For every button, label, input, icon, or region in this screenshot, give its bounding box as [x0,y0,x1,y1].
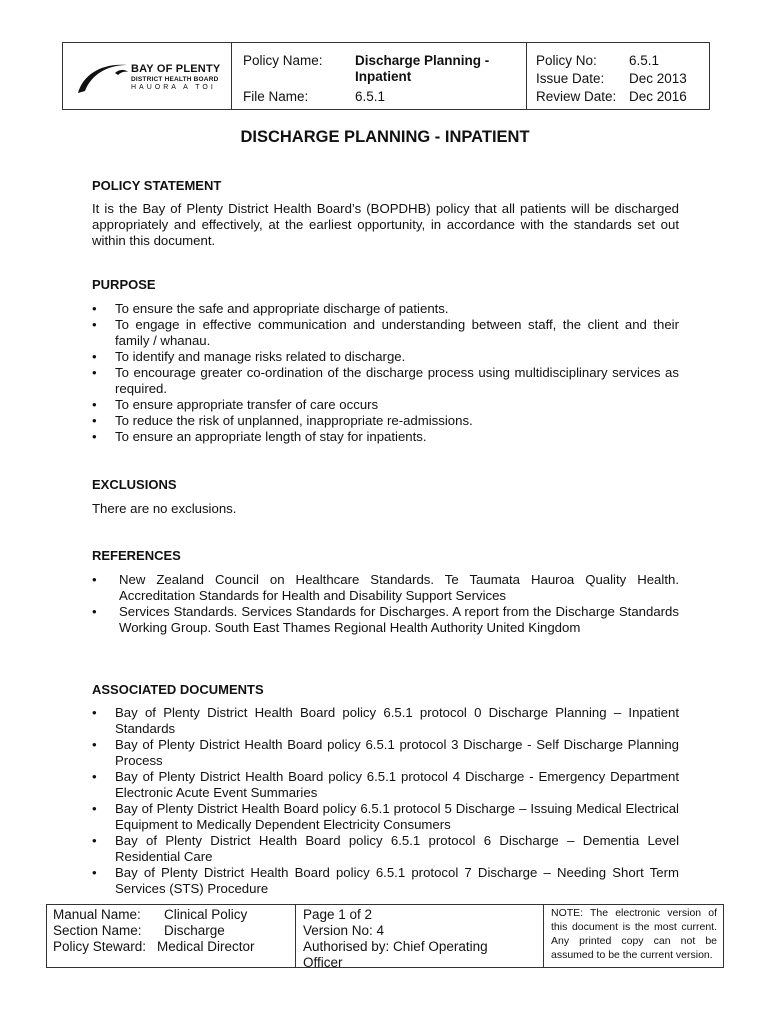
policy-name-value-line2: Inpatient [355,69,412,84]
authorised-by-line1: Authorised by: Chief Operating [303,939,488,954]
issue-date-label: Issue Date: [536,71,605,86]
list-item-text: To identify and manage risks related to discharge. [115,349,406,364]
list-item [92,397,679,413]
logo-line-2: DISTRICT HEALTH BOARD [131,76,219,83]
swoosh-logo-icon [75,57,135,97]
issue-date-value: Dec 2013 [629,71,687,86]
list-item [92,769,679,801]
list-item [92,572,679,604]
section-name-label: Section Name: [53,923,142,938]
file-name-label: File Name: [243,89,309,104]
list-item-text: To ensure an appropriate length of stay for inpatients. [115,429,427,444]
policy-name-value-line1: Discharge Planning - [355,53,490,68]
header-divider [526,43,527,109]
policy-steward-value: Medical Director [157,939,255,954]
list-item-text: Services Standards. Services Standards for Discharges. A report from the Discharge Standards Working Group. South East Thames Regional Health Authority United Kingdom [119,604,679,635]
list-item-text: Bay of Plenty District Health Board policy 6.5.1 protocol 0 Discharge Planning – Inpatient Standards [115,705,679,736]
list-item [92,413,679,429]
bullet-icon: • [92,833,97,848]
list-item-text: To ensure the safe and appropriate discharge of patients. [115,301,449,316]
list-item [92,604,679,636]
list-item-text: To ensure appropriate transfer of care occurs [115,397,379,412]
bullet-icon: • [92,317,97,332]
manual-name-label: Manual Name: [53,907,141,922]
purpose-list [92,301,679,445]
policy-no-label: Policy No: [536,53,597,68]
list-item [92,865,679,897]
list-item-text: Bay of Plenty District Health Board policy 6.5.1 protocol 3 Discharge - Self Discharge Planning Process [115,737,679,768]
policy-no-value: 6.5.1 [629,53,660,68]
list-item [92,365,679,397]
bullet-icon: • [92,413,97,428]
policy-steward-label: Policy Steward: [53,939,147,954]
list-item [92,737,679,769]
associated-documents-list [92,705,679,897]
list-item-text: To encourage greater co-ordination of the discharge process using multidisciplinary services as required. [115,365,679,396]
section-name-value: Discharge [164,923,225,938]
list-item [92,801,679,833]
references-heading: REFERENCES [92,548,181,563]
footer-divider [543,905,544,967]
bullet-icon: • [92,801,97,816]
bullet-icon: • [92,604,97,619]
list-item [92,833,679,865]
bullet-icon: • [92,865,97,880]
bullet-icon: • [92,349,97,364]
review-date-label: Review Date: [536,89,617,104]
list-item-text: Bay of Plenty District Health Board policy 6.5.1 protocol 7 Discharge – Needing Short Term Services (STS) Procedure [115,865,679,896]
policy-statement-text: It is the Bay of Plenty District Health Board’s (BOPDHB) policy that all patients will be discharged appropriately and effectively, at the earliest opportunity, in accordance with the standards set out within this document. [92,201,679,248]
list-item [92,705,679,737]
list-item-text: To engage in effective communication and understanding between staff, the client and their family / whanau. [115,317,679,348]
purpose-heading: PURPOSE [92,277,156,292]
list-item-text: To reduce the risk of unplanned, inappropriate re-admissions. [115,413,473,428]
manual-name-value: Clinical Policy [164,907,248,922]
bullet-icon: • [92,572,97,587]
policy-name-label: Policy Name: [243,53,323,68]
policy-header-table [62,42,710,110]
exclusions-text: There are no exclusions. [92,501,237,516]
file-name-value: 6.5.1 [355,89,386,104]
review-date-value: Dec 2016 [629,89,687,104]
page-number: Page 1 of 2 [303,907,373,922]
list-item-text: New Zealand Council on Healthcare Standards. Te Taumata Hauroa Quality Health. Accreditation Standards for Health and Disability Support Services [119,572,679,603]
list-item-text: Bay of Plenty District Health Board policy 6.5.1 protocol 5 Discharge – Issuing Medical Electrical Equipment to Medically Dependent Electricity Consumers [115,801,679,832]
list-item-text: Bay of Plenty District Health Board policy 6.5.1 protocol 4 Discharge - Emergency Department Electronic Acute Event Summaries [115,769,679,800]
list-item [92,349,679,365]
policy-statement-heading: POLICY STATEMENT [92,178,222,193]
logo-line-1: BAY OF PLENTY [131,63,221,75]
references-list [92,572,679,636]
bullet-icon: • [92,301,97,316]
list-item [92,317,679,349]
authorised-by-line2: Officer [303,955,343,970]
footer-divider [295,905,296,967]
associated-documents-heading: ASSOCIATED DOCUMENTS [92,682,264,697]
document-title: DISCHARGE PLANNING - INPATIENT [240,128,530,146]
bullet-icon: • [92,397,97,412]
list-item [92,429,679,445]
list-item-text: Bay of Plenty District Health Board policy 6.5.1 protocol 6 Discharge – Dementia Level Residential Care [115,833,679,864]
bullet-icon: • [92,769,97,784]
list-item [92,301,679,317]
policy-footer-table [46,904,724,968]
logo-line-3: HAUORA A TOI [131,84,216,91]
version-number: Version No: 4 [303,923,385,938]
electronic-version-note: NOTE: The electronic version of this document is the most current. Any printed copy can not be assumed to be the current version. [551,907,717,961]
bullet-icon: • [92,365,97,380]
bullet-icon: • [92,705,97,720]
bullet-icon: • [92,737,97,752]
bullet-icon: • [92,429,97,444]
exclusions-heading: EXCLUSIONS [92,477,177,492]
